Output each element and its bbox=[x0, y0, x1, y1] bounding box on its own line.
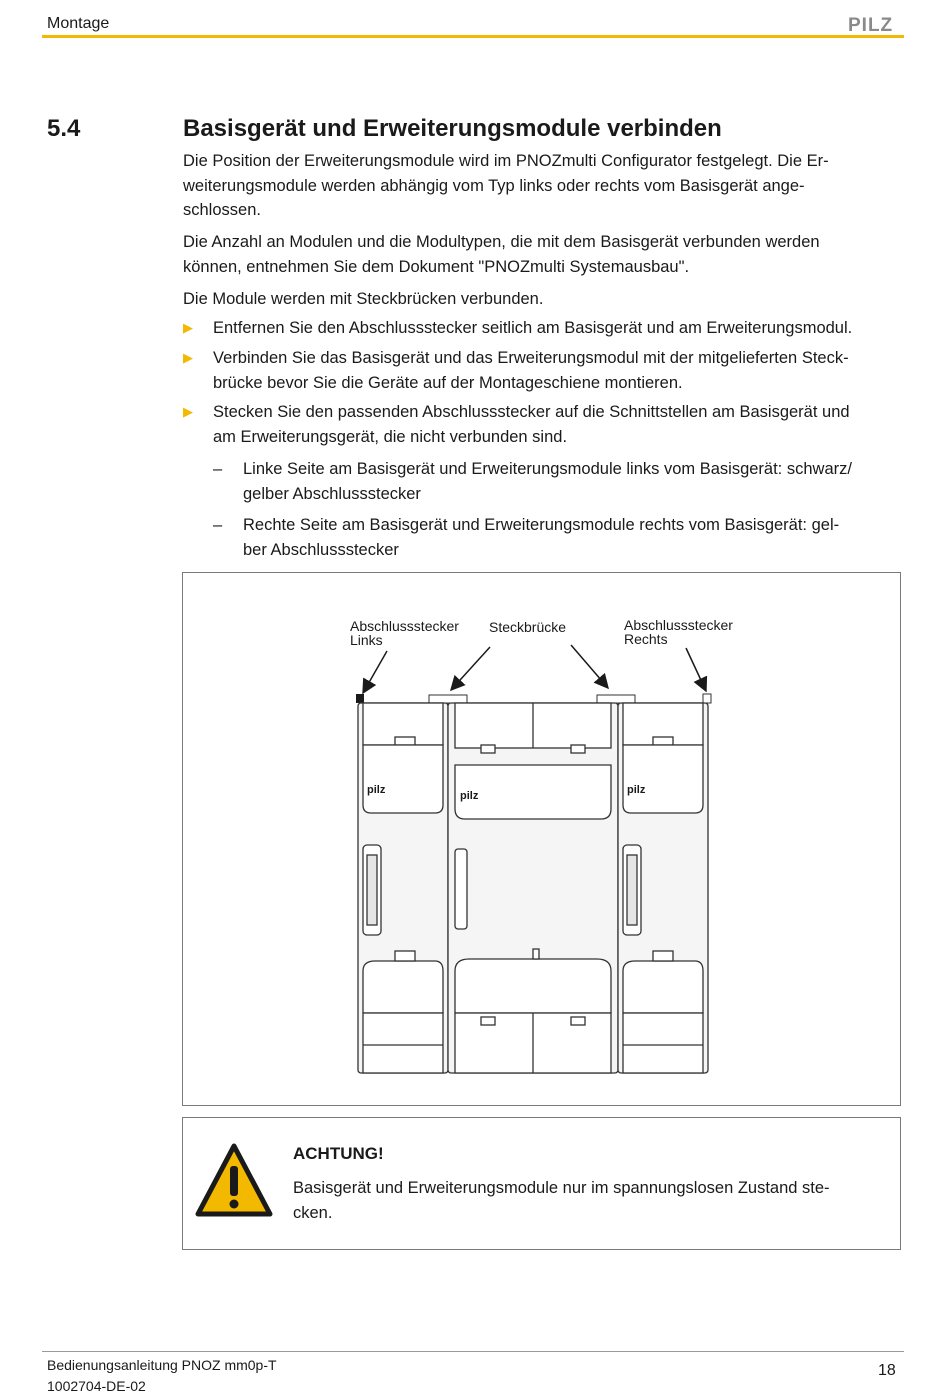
list-item bbox=[183, 316, 905, 341]
label-end-plug-left: Abschlussstecker bbox=[350, 618, 459, 634]
dash-marker: – bbox=[213, 516, 223, 534]
bullet-arrow-icon: ▶ bbox=[183, 404, 193, 419]
figure-box bbox=[182, 572, 901, 1106]
sub-list-item bbox=[213, 457, 905, 506]
jumper-left bbox=[429, 695, 467, 703]
header-chapter: Montage bbox=[47, 15, 110, 32]
section-number: 5.4 bbox=[47, 115, 81, 142]
brand-label-left: pilz bbox=[367, 784, 386, 796]
paragraph-3: Die Module werden mit Steckbrücken verbunden. bbox=[183, 290, 544, 308]
footer-doc-number: 1002704-DE-02 bbox=[47, 1378, 146, 1394]
end-plug-left bbox=[356, 694, 364, 703]
footer-rule bbox=[42, 1351, 904, 1352]
warning-text: Basisgerät und Erweiterungsmodule nur im spannungslosen Zustand ste- cken. bbox=[293, 1179, 830, 1222]
paragraph-1: Die Position der Erweiterungsmodule wird im PNOZmulti Configurator festgelegt. Die Er- weiterungsmodule werden abhängig vom Typ links oder rechts vom Basisgerät ange- schlossen. bbox=[183, 152, 829, 219]
sub-list-item-text: Linke Seite am Basisgerät und Erweiterungsmodule links vom Basisgerät: schwarz/ gelber Abschlussstecker bbox=[243, 460, 852, 503]
end-plug-right bbox=[703, 694, 711, 703]
label-end-plug-right: Abschlussstecker bbox=[624, 617, 733, 633]
pilz-logo bbox=[848, 14, 904, 34]
page-number: 18 bbox=[878, 1362, 896, 1379]
label-jumper: Steckbrücke bbox=[489, 619, 567, 635]
bullet-arrow-icon: ▶ bbox=[183, 350, 193, 365]
header-rule bbox=[42, 35, 904, 38]
section-title: Basisgerät und Erweiterungsmodule verbinden bbox=[183, 115, 722, 142]
list-item-text: Verbinden Sie das Basisgerät und das Erweiterungsmodul mit der mitgelieferten Steck- brücke bevor Sie die Geräte auf der Montageschiene montieren. bbox=[213, 349, 849, 392]
bullet-arrow-icon: ▶ bbox=[183, 320, 193, 335]
footer-doc-title: Bedienungsanleitung PNOZ mm0p-T bbox=[47, 1357, 277, 1373]
jumper-right bbox=[597, 695, 635, 703]
label-end-plug-right-2: Rechts bbox=[624, 631, 668, 647]
list-item bbox=[183, 400, 905, 449]
dash-marker: – bbox=[213, 460, 223, 478]
expansion-module-left bbox=[358, 703, 448, 1073]
list-item bbox=[183, 346, 905, 395]
paragraph-2: Die Anzahl an Modulen und die Modultypen, die mit dem Basisgerät verbunden werden können, entnehmen Sie dem Dokument "PNOZmulti Systemausbau". bbox=[183, 233, 820, 276]
module-diagram bbox=[183, 573, 900, 1105]
sub-list-item bbox=[213, 513, 905, 562]
sub-list-item-text: Rechte Seite am Basisgerät und Erweiterungsmodule rechts vom Basisgerät: gel- ber Abschlussstecker bbox=[243, 516, 840, 559]
base-module bbox=[448, 703, 618, 1073]
expansion-module-right bbox=[618, 703, 708, 1073]
warning-title: ACHTUNG! bbox=[293, 1144, 384, 1163]
logo-text: PILZ bbox=[848, 15, 894, 34]
brand-label-base: pilz bbox=[460, 790, 479, 802]
warning-box bbox=[182, 1117, 901, 1250]
list-item-text: Stecken Sie den passenden Abschlussstecker auf die Schnittstellen am Basisgerät und am Erweiterungsgerät, die nicht verbunden sind. bbox=[213, 403, 850, 446]
warning-icon bbox=[195, 1142, 273, 1220]
list-item-text: Entfernen Sie den Abschlussstecker seitlich am Basisgerät und am Erweiterungsmodul. bbox=[213, 319, 853, 337]
label-end-plug-left-2: Links bbox=[350, 632, 383, 648]
pointer-arrows bbox=[363, 645, 706, 693]
brand-label-right: pilz bbox=[627, 784, 646, 796]
